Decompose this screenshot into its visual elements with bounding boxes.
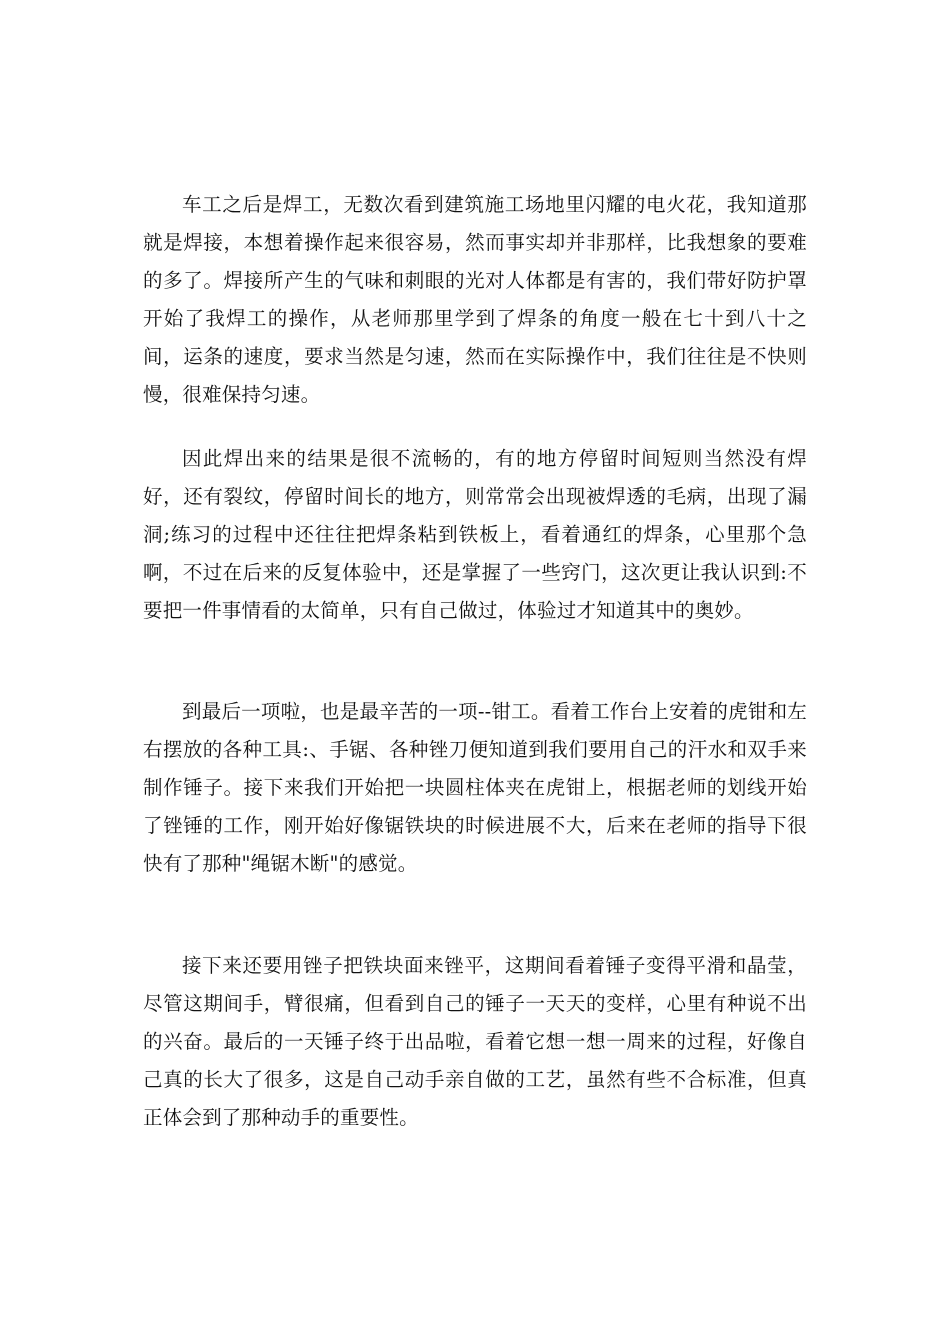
paragraph-welding: 车工之后是焊工，无数次看到建筑施工场地里闪耀的电火花，我知道那就是焊接，本想着操作起来很容易，然而事实却并非那样，比我想象的要难的多了。焊接所产生的气味和刺眼的光对人体都是有害的，我们带好防护罩开始了我焊工的操作，从老师那里学到了焊条的角度一般在七十到八十之间，运条的速度，要求当然是匀速，然而在实际操作中，我们往往是不快则慢，很难保持匀速。 xyxy=(143,193,807,406)
paragraph-welding-results: 因此焊出来的结果是很不流畅的，有的地方停留时间短则当然没有焊好，还有裂纹，停留时间长的地方，则常常会出现被焊透的毛病，出现了漏洞;练习的过程中还往往把焊条粘到铁板上，看着通红的焊条，心里那个急啊，不过在后来的反复体验中，还是掌握了一些窍门，这次更让我认识到:不要把一件事情看的太简单，只有自己做过，体验过才知道其中的奥妙。 xyxy=(143,447,807,622)
paragraph-fitter: 到最后一项啦，也是最辛苦的一项--钳工。看着工作台上安着的虎钳和左右摆放的各种工具:、手锯、各种锉刀便知道到我们要用自己的汗水和双手来制作锤子。接下来我们开始把一块圆柱体夹在虎钳上，根据老师的划线开始了锉锤的工作，刚开始好像锯铁块的时候进展不大，后来在老师的指导下很快有了那种"绳锯木断"的感觉。 xyxy=(143,700,807,875)
paragraph-hammer-finish: 接下来还要用锉子把铁块面来锉平，这期间看着锤子变得平滑和晶莹，尽管这期间手，臂很痛，但看到自己的锤子一天天的变样，心里有种说不出的兴奋。最后的一天锤子终于出品啦，看着它想一想一周来的过程，好像自己真的长大了很多，这是自己动手亲自做的工艺，虽然有些不合标准，但真正体会到了那种动手的重要性。 xyxy=(143,954,807,1129)
